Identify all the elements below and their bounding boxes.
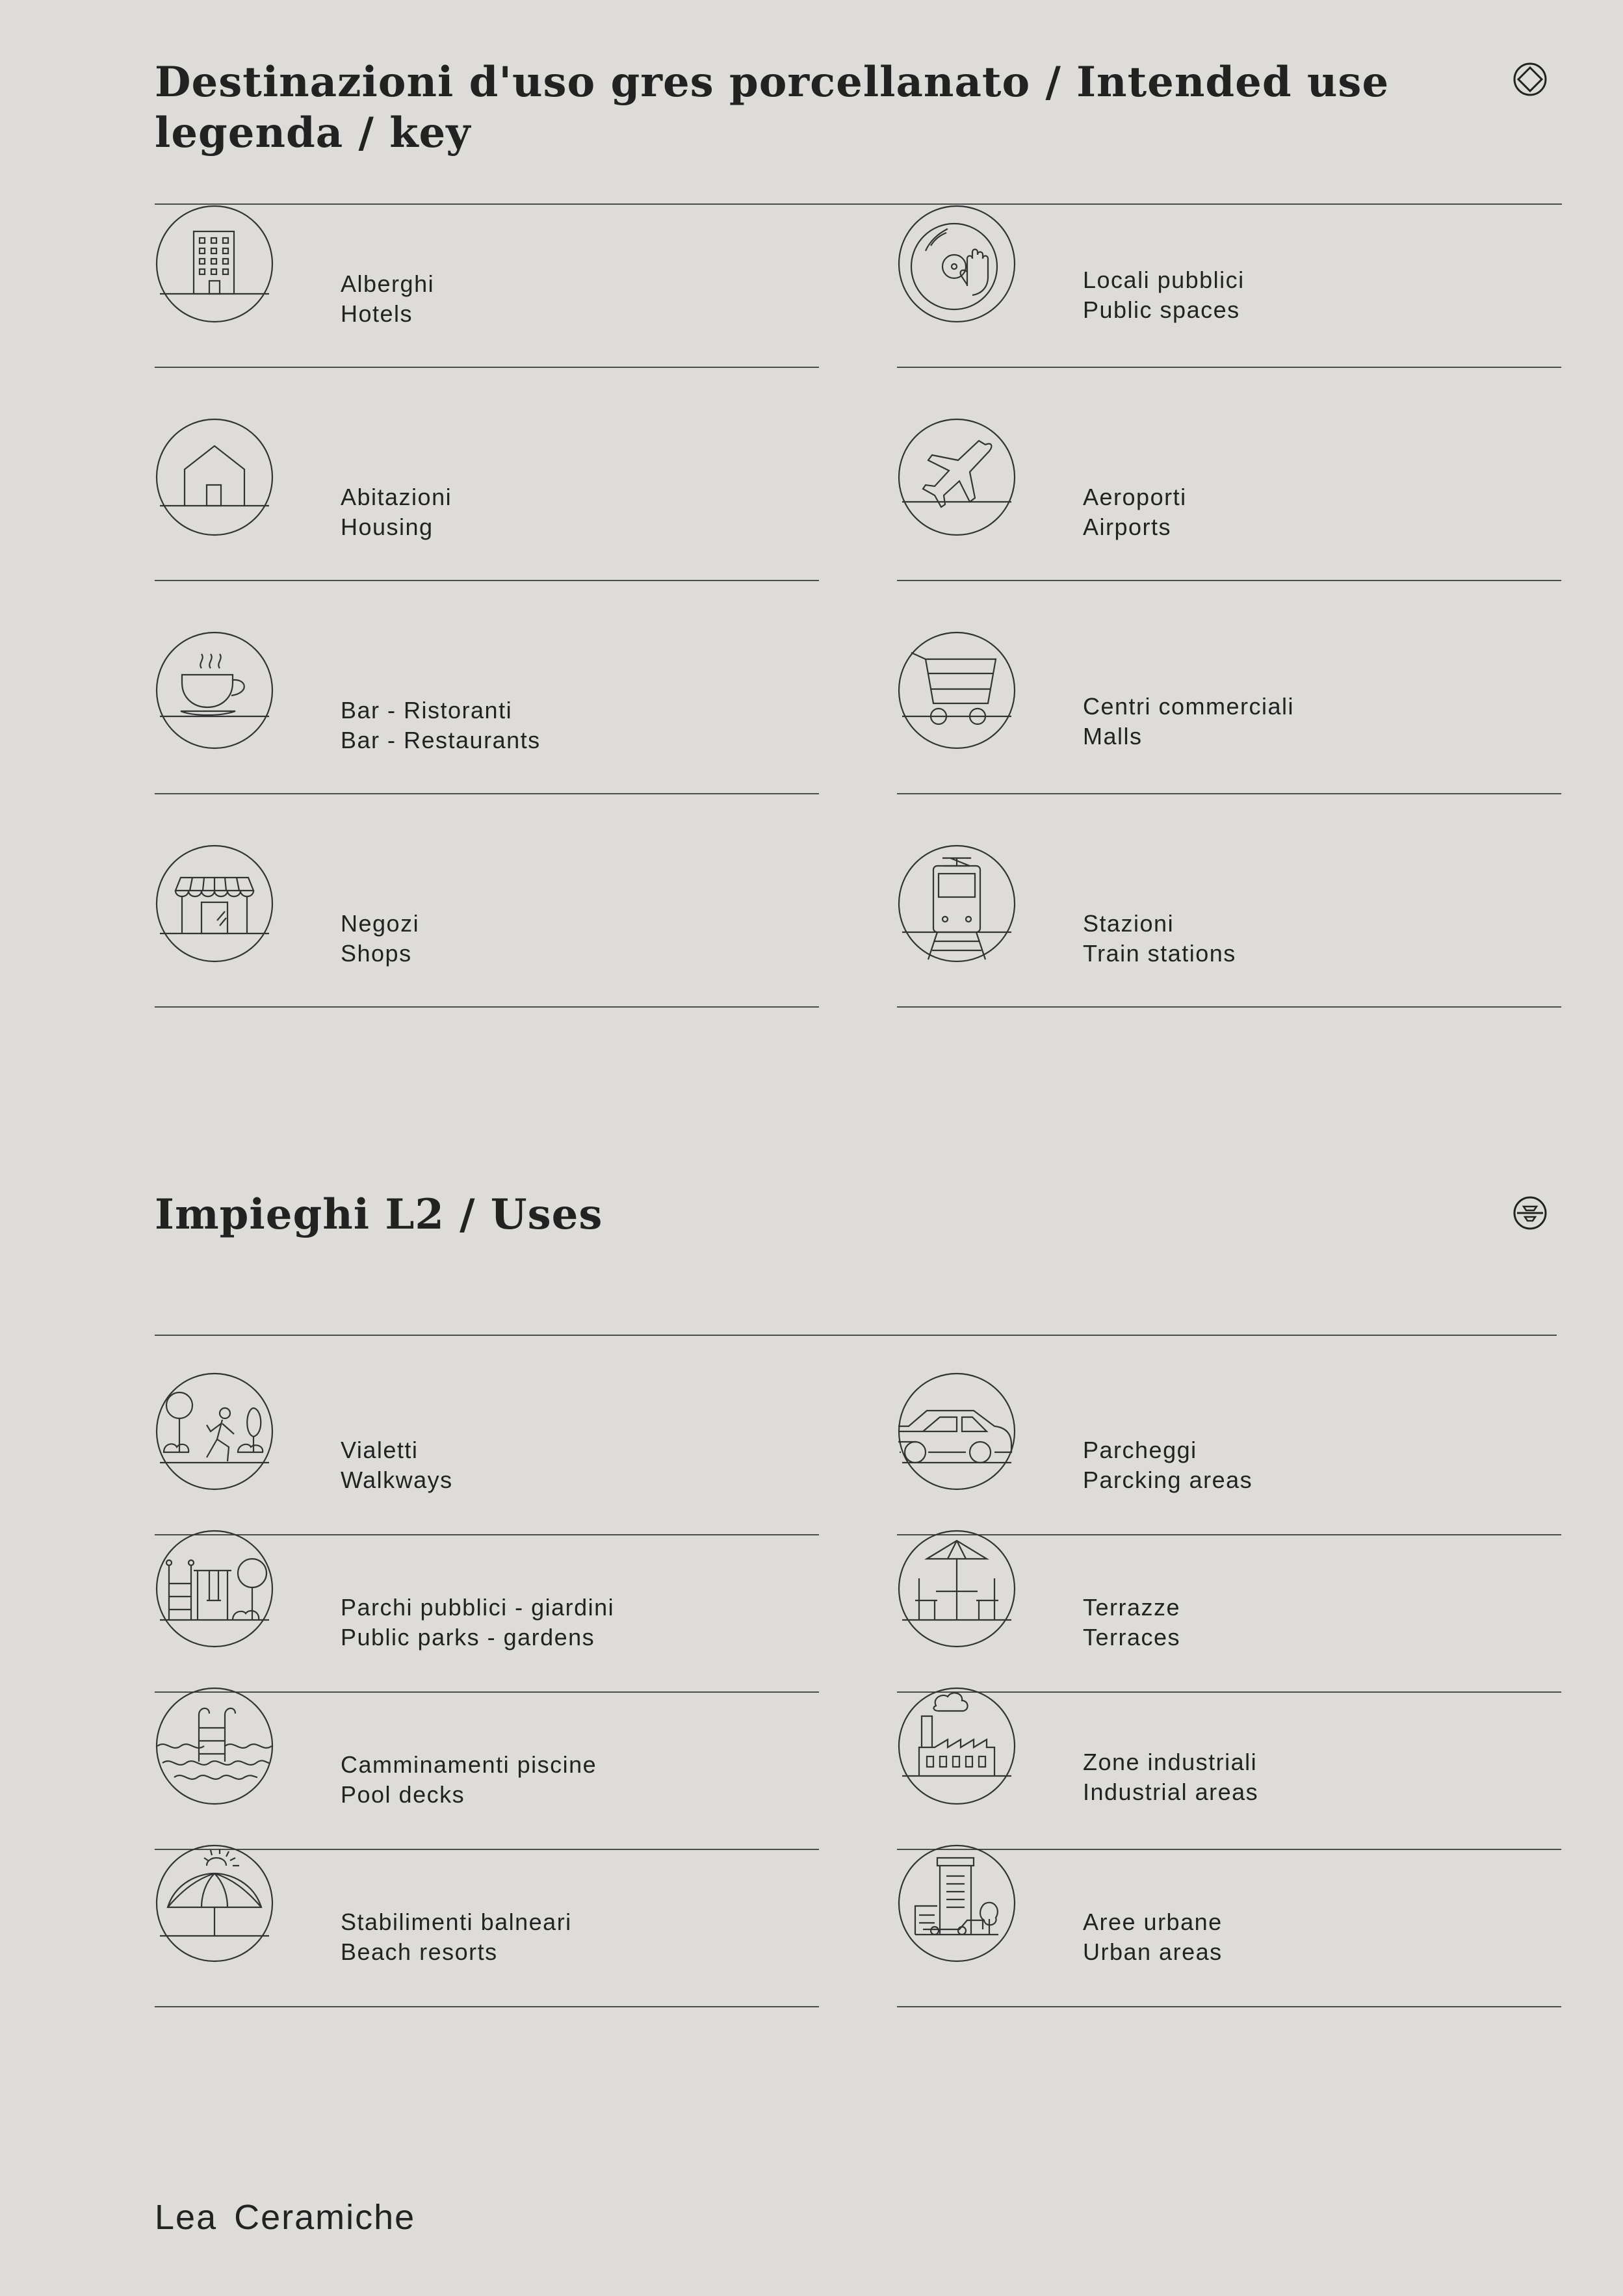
item-label	[1083, 1747, 1258, 1807]
item-label	[1083, 265, 1245, 325]
vehicle-in-circle-icon	[1512, 1195, 1548, 1231]
item-label	[1083, 692, 1294, 751]
item-label	[1083, 909, 1236, 969]
label-it: Parchi pubblici - giardini	[341, 1594, 615, 1621]
brand-word1: Lea	[155, 2198, 218, 2237]
label-en: Bar - Restaurants	[341, 727, 541, 753]
label-it: Negozi	[341, 910, 420, 937]
label-en: Shops	[341, 940, 412, 967]
label-it: Locali pubblici	[1083, 267, 1245, 293]
label-en: Public parks - gardens	[341, 1624, 595, 1650]
list-item-public-parks	[155, 1529, 819, 1693]
label-it: Alberghi	[341, 270, 435, 297]
label-it: Bar - Ristoranti	[341, 697, 513, 724]
list-item-parking-areas	[897, 1372, 1561, 1535]
train-icon	[897, 844, 1017, 963]
label-it: Terrazze	[1083, 1594, 1181, 1621]
item-label	[341, 696, 541, 755]
label-it: Vialetti	[341, 1437, 419, 1463]
section1-title-line1: Destinazioni d'uso gres porcellanato / Intended use	[155, 58, 1390, 107]
list-item-beach-resorts	[155, 1844, 819, 2007]
item-label	[341, 1593, 614, 1652]
label-it: Parcheggi	[1083, 1437, 1197, 1463]
list-item-terraces	[897, 1529, 1561, 1693]
list-item-industrial-areas	[897, 1686, 1561, 1850]
city-buildings-icon	[897, 1844, 1017, 1963]
label-it: Camminamenti piscine	[341, 1751, 597, 1778]
hotel-building-icon	[155, 204, 274, 324]
label-en: Train stations	[1083, 940, 1236, 967]
label-en: Pool decks	[341, 1781, 465, 1808]
playground-swing-icon	[155, 1529, 274, 1649]
airplane-icon	[897, 417, 1017, 537]
label-en: Hotels	[341, 300, 413, 327]
label-it: Stabilimenti balneari	[341, 1909, 572, 1935]
factory-icon	[897, 1686, 1017, 1806]
item-divider	[897, 580, 1561, 581]
label-en: Industrial areas	[1083, 1779, 1259, 1805]
label-it: Centri commerciali	[1083, 693, 1295, 720]
item-label	[341, 269, 434, 329]
item-divider	[155, 793, 819, 794]
item-divider	[155, 367, 819, 368]
item-label	[341, 909, 419, 969]
terrace-umbrella-table-icon	[897, 1529, 1017, 1649]
list-item-urban-areas	[897, 1844, 1561, 2007]
label-en: Malls	[1083, 723, 1143, 750]
list-item-hotels	[155, 204, 819, 368]
section1-title-line2: legenda / key	[155, 109, 471, 157]
label-en: Airports	[1083, 514, 1172, 540]
list-item-train-stations	[897, 844, 1561, 1008]
shop-awning-icon	[155, 844, 274, 963]
label-en: Urban areas	[1083, 1938, 1223, 1965]
item-label	[341, 1435, 453, 1495]
shopping-cart-icon	[897, 631, 1017, 750]
label-it: Aree urbane	[1083, 1909, 1223, 1935]
item-divider	[897, 793, 1561, 794]
list-item-housing	[155, 417, 819, 581]
item-label	[341, 1750, 597, 1810]
item-divider	[155, 1006, 819, 1008]
list-item-bar-restaurants	[155, 631, 819, 794]
diamond-in-circle-icon	[1512, 61, 1548, 98]
list-item-airports	[897, 417, 1561, 581]
list-item-pool-decks	[155, 1686, 819, 1850]
label-it: Zone industriali	[1083, 1749, 1258, 1775]
label-en: Walkways	[341, 1467, 453, 1493]
label-it: Stazioni	[1083, 910, 1175, 937]
item-divider	[155, 2006, 819, 2007]
label-en: Beach resorts	[341, 1938, 498, 1965]
item-label	[1083, 482, 1187, 542]
label-en: Parcking areas	[1083, 1467, 1253, 1493]
car-icon	[897, 1372, 1017, 1491]
section2-top-divider	[155, 1335, 1557, 1336]
label-en: Public spaces	[1083, 296, 1240, 323]
item-label	[341, 1907, 572, 1967]
item-divider	[155, 580, 819, 581]
walking-person-trees-icon	[155, 1372, 274, 1491]
label-it: Aeroporti	[1083, 484, 1187, 510]
list-item-walkways	[155, 1372, 819, 1535]
house-icon	[155, 417, 274, 537]
list-item-public-spaces	[897, 204, 1561, 368]
beach-umbrella-sun-icon	[155, 1844, 274, 1963]
list-item-shops	[155, 844, 819, 1008]
pool-ladder-icon	[155, 1686, 274, 1806]
list-item-malls	[897, 631, 1561, 794]
item-divider	[897, 367, 1561, 368]
item-label	[341, 482, 452, 542]
item-label	[1083, 1593, 1180, 1652]
item-label	[1083, 1435, 1253, 1495]
label-en: Terraces	[1083, 1624, 1181, 1650]
brand-word2: Ceramiche	[234, 2198, 416, 2237]
item-divider	[897, 2006, 1561, 2007]
brand-logo	[155, 2197, 415, 2237]
section2-title: Impieghi L2 / Uses	[155, 1190, 603, 1239]
section1-title	[155, 57, 1389, 159]
item-label	[1083, 1907, 1223, 1967]
vinyl-record-hand-icon	[897, 204, 1017, 324]
label-en: Housing	[341, 514, 434, 540]
label-it: Abitazioni	[341, 484, 452, 510]
item-divider	[897, 1006, 1561, 1008]
coffee-cup-icon	[155, 631, 274, 750]
